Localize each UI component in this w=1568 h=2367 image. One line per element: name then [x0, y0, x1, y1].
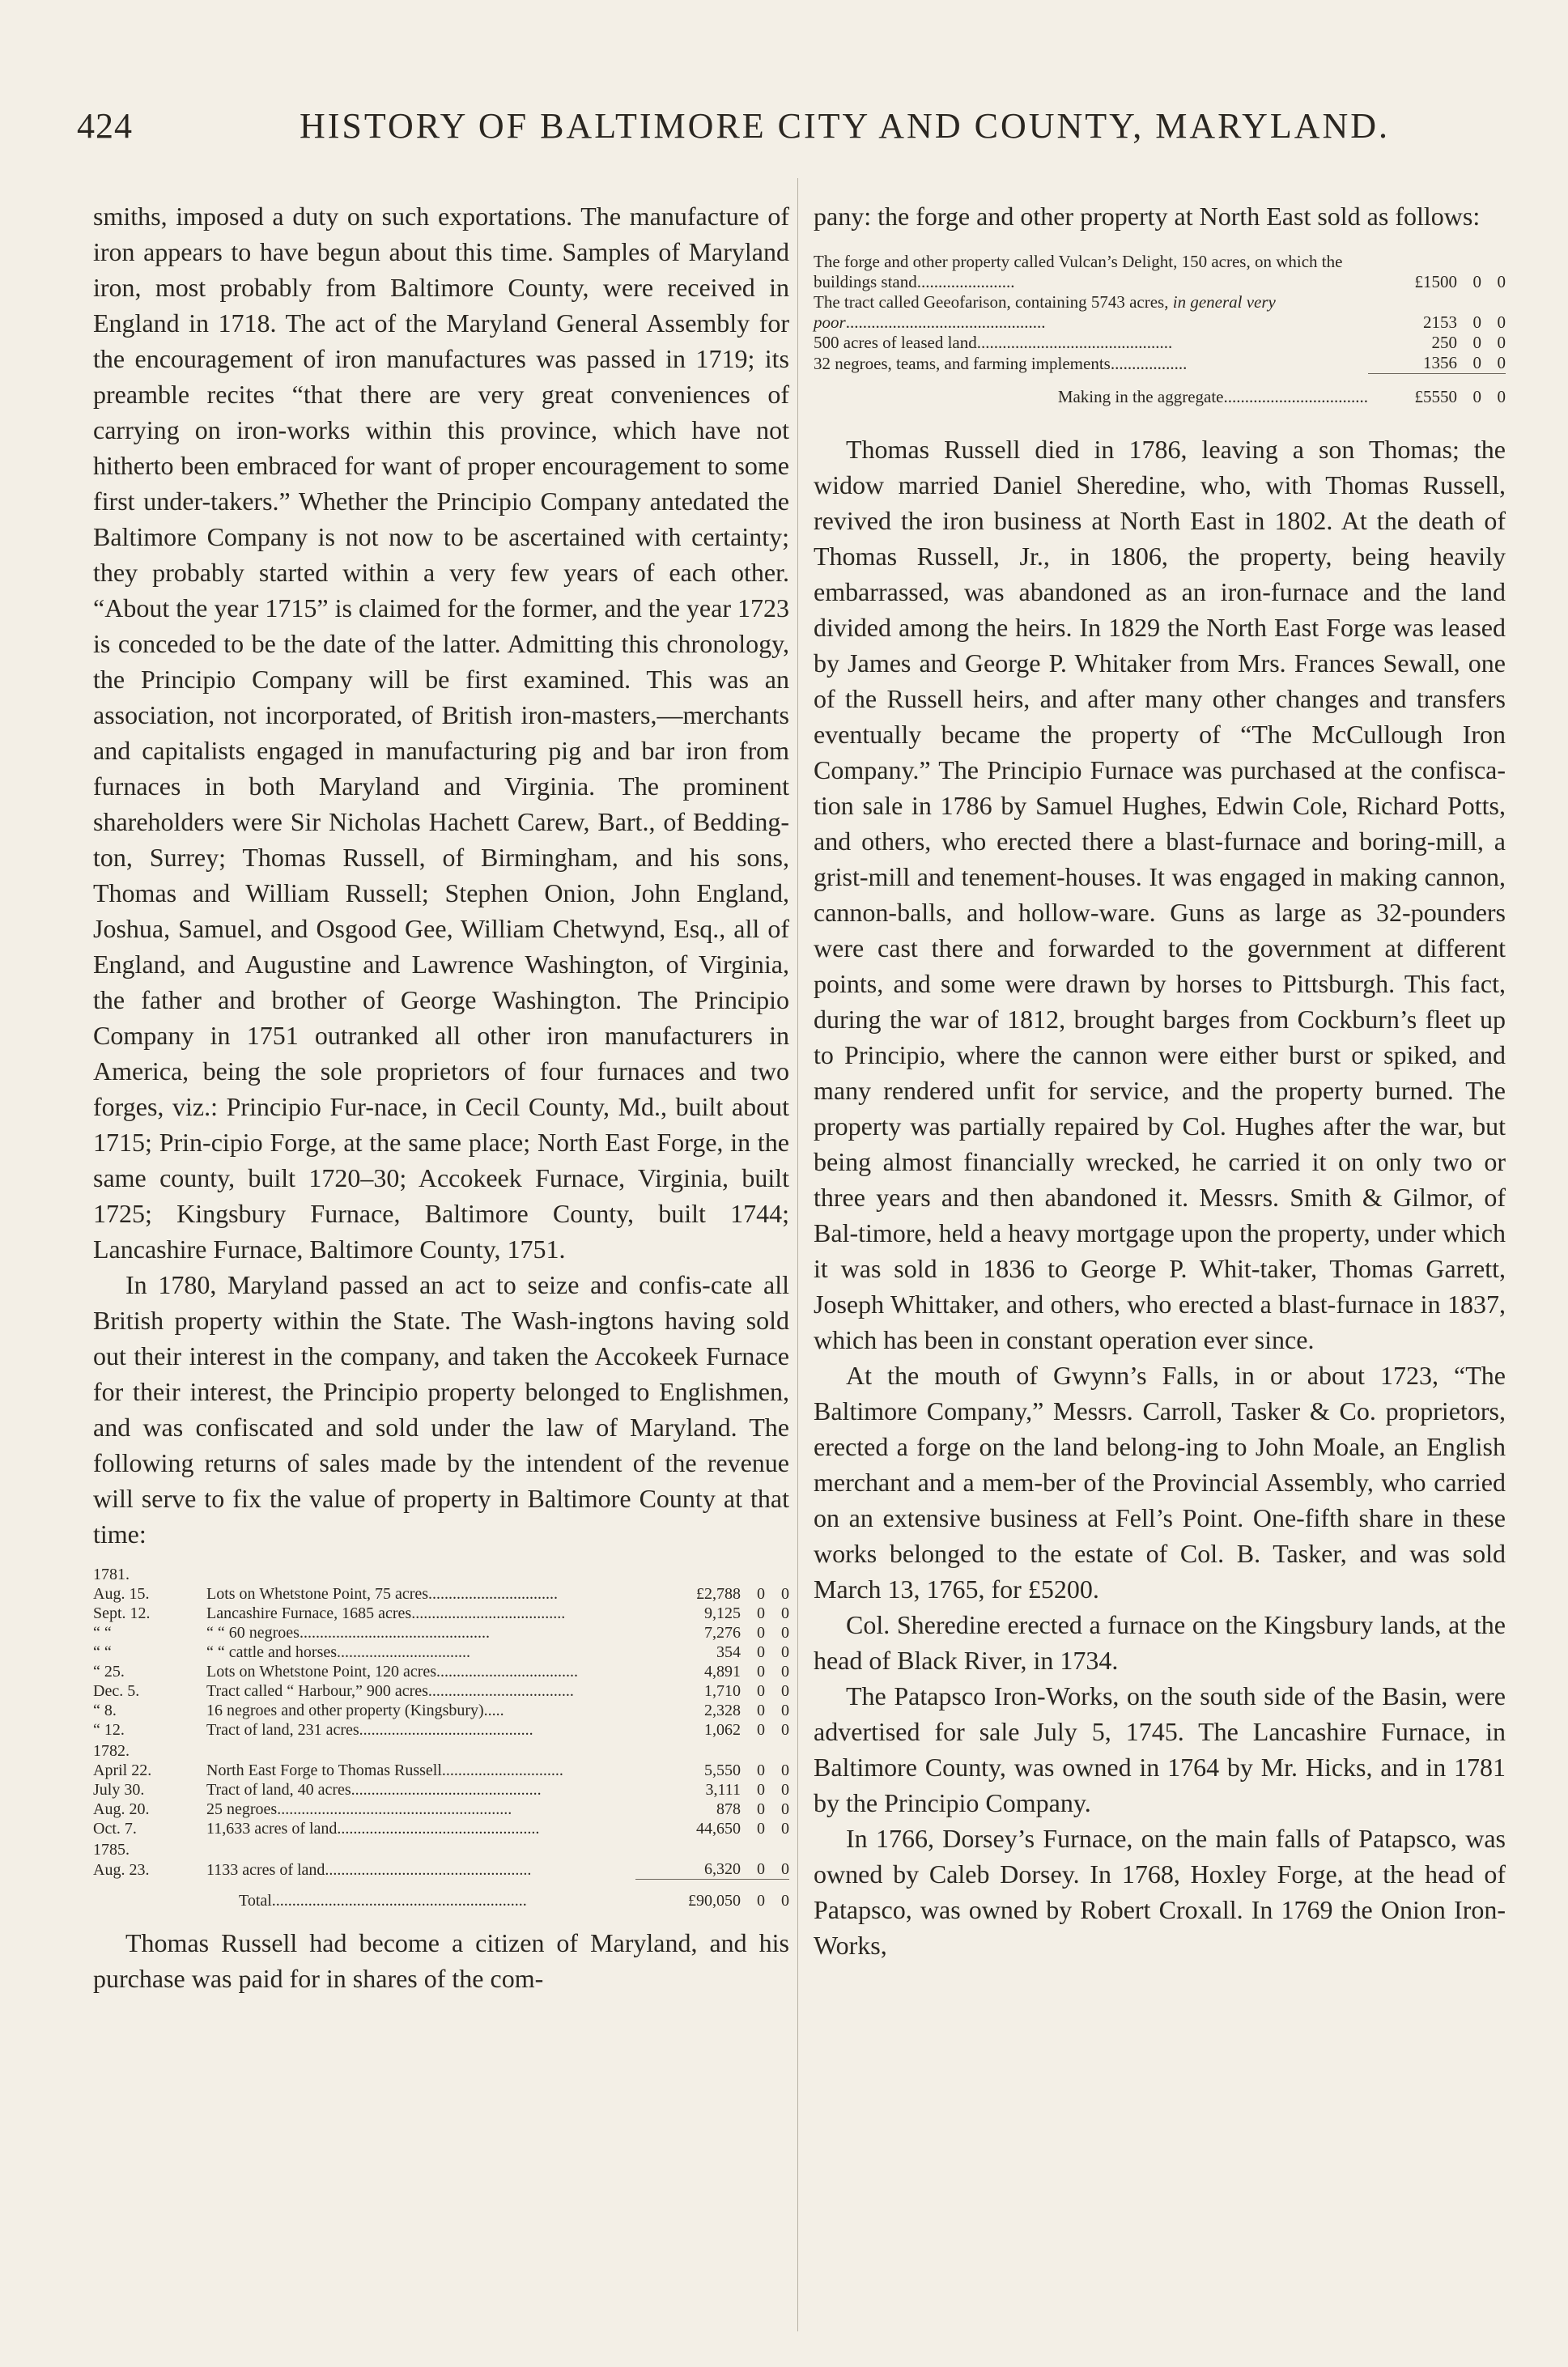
sales-row-amount: £2,788	[696, 1585, 741, 1603]
sales-row-pence: 0	[781, 1781, 789, 1799]
sales-row-pence: 0	[781, 1820, 789, 1838]
sales-row-desc: Lots on Whetstone Point, 120 acres...................................	[206, 1663, 579, 1681]
sales-row-date: April 22.	[93, 1761, 152, 1779]
sales-row-amount: 7,276	[704, 1624, 741, 1642]
sales-row-pence: 0	[781, 1663, 789, 1681]
forge-row-pence: 0	[1497, 353, 1506, 372]
forge-row-amount: 2153	[1423, 312, 1457, 332]
right-paragraph-5: The Patapsco Iron-Works, on the south side of the Basin, were advertised for sale July 5, 1745. The Lancashire Furnace, in Baltimore County, was owned in 1764 by Mr. Hicks, and in 1781 by the Principio Company.	[814, 1681, 1506, 1817]
right-column	[814, 198, 1506, 1963]
sales-row-desc: Tract of land, 231 acres...........................................	[206, 1721, 533, 1739]
sales-row-shillings: 0	[757, 1663, 765, 1681]
right-paragraph-6: In 1766, Dorsey’s Furnace, on the main falls of Patapsco, was owned by Caleb Dorsey. In 1768, Hoxley Forge, at the head of Patapsco, was owned by Robert Croxall. In 1769 the Onion Iron-Works,	[814, 1824, 1506, 1960]
sales-row-shillings: 0	[757, 1820, 765, 1838]
forge-aggregate-label: Making in the aggregate..................................	[1057, 387, 1368, 406]
sales-row-shillings: 0	[757, 1800, 765, 1818]
forge-aggregate-row	[814, 374, 1506, 408]
sales-row-pence: 0	[781, 1860, 789, 1878]
column-divider	[797, 178, 798, 2331]
left-paragraph-2: In 1780, Maryland passed an act to seize and confis-cate all British property within the State. The Wash-ingtons having sold out their interest in the company, and taken the Accokeek Furnace for their interest, the Principio property belonged to Englishmen, and was confiscated and sold under the law of Maryland. The following returns of sales made by the intendent of the revenue will serve to fix the value of property in Baltimore County at that time:	[93, 1270, 789, 1549]
sales-year-row	[93, 1838, 789, 1859]
sales-row-desc: Lots on Whetstone Point, 75 acres................................	[206, 1585, 559, 1603]
page-number: 424	[77, 106, 133, 146]
sales-row-pence: 0	[781, 1702, 789, 1719]
sales-row-shillings	[741, 1838, 765, 1859]
forge-row-desc-tail: ...............................................	[845, 312, 1046, 332]
forge-row	[814, 252, 1506, 292]
running-title: HISTORY OF BALTIMORE CITY AND COUNTY, MARYLAND.	[300, 106, 1391, 146]
sales-row-desc: 11,633 acres of land..................................................	[206, 1820, 540, 1838]
forge-row-amount: 1356	[1423, 353, 1457, 372]
sales-row-shillings	[741, 1563, 765, 1584]
sales-row-amount: 354	[716, 1643, 741, 1661]
sales-row-shillings: 0	[757, 1624, 765, 1642]
sales-row-desc: Tract called “ Harbour,” 900 acres....................................	[206, 1682, 574, 1700]
sales-row-shillings: 0	[757, 1721, 765, 1739]
forge-row-shillings: 0	[1472, 272, 1481, 291]
sales-row-shillings: 0	[757, 1585, 765, 1603]
sales-row	[93, 1800, 789, 1819]
sales-row-desc: 16 negroes and other property (Kingsbury).....	[206, 1702, 504, 1719]
sales-total-label: Total...............................................................	[239, 1892, 527, 1910]
sales-row-amount: 1,710	[704, 1682, 741, 1700]
sales-row-amount: 878	[716, 1800, 741, 1818]
sales-row-amount: 2,328	[704, 1702, 741, 1719]
sales-row	[93, 1701, 789, 1720]
sales-row-amount: 3,111	[705, 1781, 741, 1799]
forge-row-pence: 0	[1497, 312, 1506, 332]
sales-total-row	[93, 1880, 789, 1911]
sales-row	[93, 1819, 789, 1838]
sales-row-date: “ 25.	[93, 1663, 125, 1681]
forge-row	[814, 292, 1506, 333]
forge-aggregate-pence: 0	[1481, 374, 1506, 408]
sales-total-pence: 0	[765, 1880, 789, 1911]
forge-row-amount: 250	[1431, 333, 1457, 352]
right-paragraph-1: pany: the forge and other property at North East sold as follows:	[814, 202, 1481, 231]
sales-row-date: Dec. 5.	[93, 1682, 140, 1700]
forge-row	[814, 353, 1506, 374]
sales-row-shillings	[741, 1740, 765, 1761]
sales-row-date: Oct. 7.	[93, 1820, 137, 1838]
forge-aggregate-amount: £5550	[1368, 374, 1457, 408]
sales-row-amount	[635, 1740, 741, 1761]
right-paragraph-2: Thomas Russell died in 1786, leaving a son Thomas; the widow married Daniel Sheredine, who, with Thomas Russell, revived the iron business at North East in 1802. At the death of Thomas Russell, Jr., in 1806, the property, being heavily embarrassed, was abandoned as an iron-furnace and the land divided among the heirs. In 1829 the North East Forge was leased by James and George P. Whitaker from Mrs. Frances Sewall, one of the Russell heirs, and after many other changes and transfers eventually became the property of “The McCullough Iron Company.” The Principio Furnace was purchased at the confisca-tion sale in 1786 by Samuel Hughes, Edwin Cole, Richard Potts, and others, who erected there a blast-furnace and boring-mill, a grist-mill and tenement-houses. It was engaged in making cannon, cannon-balls, and hollow-ware. Guns as large as 32-pounders were cast there and forwarded to the government at different points, and some were drawn by horses to Pittsburgh. This fact, during the war of 1812, brought barges from Cockburn’s fleet up to Principio, where the cannon were either burst or spiked, and many rendered unfit for service, and the property burned. The property was partially repaired by Col. Hughes after the war, but being almost financially wrecked, he carried it on only two or three years and then abandoned it. Messrs. Smith & Gilmor, of Bal-timore, held a heavy mortgage upon the property, under which it was sold in 1836 to George P. Whit-taker, Thomas Garrett, Joseph Whittaker, and others, who erected a blast-furnace in 1837, which has been in constant operation ever since.	[814, 435, 1506, 1354]
sales-row-date: 1785.	[93, 1841, 130, 1859]
sales-row-desc: “ “ 60 negroes...............................................	[206, 1624, 490, 1642]
sales-row-amount: 6,320	[704, 1860, 741, 1878]
sales-row-date: Aug. 23.	[93, 1860, 150, 1879]
sales-row-pence: 0	[781, 1682, 789, 1700]
forge-aggregate-shillings: 0	[1457, 374, 1481, 408]
sales-row-pence: 0	[781, 1624, 789, 1642]
forge-row-desc	[814, 292, 1368, 333]
forge-row-shillings: 0	[1472, 333, 1481, 352]
left-paragraph-1: smiths, imposed a duty on such exportations. The manufacture of iron appears to have begun about this time. Samples of Maryland iron, most probably from Baltimore County, were received in England in 1718. The act of the Maryland General Assembly for the encouragement of iron manufactures was passed in 1719; its preamble recites “that there are very great conveniences of carrying on iron-works within this province, which have not hitherto been embraced for want of proper encouragement to some first under-takers.” Whether the Principio Company antedated the Baltimore Company is not now to be ascertained with certainty; they probably started within a very few years of each other. “About the year 1715” is claimed for the former, and the year 1723 is conceded to be the date of the latter. Admitting this chronology, the Principio Company will be first examined. This was an association, not incorporated, of British iron-masters,—merchants and capitalists engaged in manufacturing pig and bar iron from furnaces in both Maryland and Virginia. The prominent shareholders were Sir Nicholas Hachett Carew, Bart., of Bedding-ton, Surrey; Thomas Russell, of Birmingham, and his sons, Thomas and William Russell; Stephen Onion, John England, Joshua, Samuel, and Osgood Gee, William Chetwynd, Esq., all of England, and Augustine and Lawrence Washington, of Virginia, the father and brother of George Washington. The Principio Company in 1751 outranked all other iron manufacturers in America, being the sole proprietors of four furnaces and two forges, viz.: Principio Fur-nace, in Cecil County, Md., built about 1715; Prin-cipio Forge, at the same place; North East Forge, in the same county, built 1720–30; Accokeek Furnace, Virginia, built 1725; Kingsbury Furnace, Baltimore County, built 1744; Lancashire Furnace, Baltimore County, 1751.	[93, 202, 789, 1264]
sales-row-amount: 9,125	[704, 1604, 741, 1622]
sales-row-desc	[206, 1740, 635, 1761]
sales-row-pence: 0	[781, 1643, 789, 1661]
sales-row-shillings: 0	[757, 1643, 765, 1661]
sales-row-shillings: 0	[757, 1604, 765, 1622]
forge-row-desc: 32 negroes, teams, and farming implements..................	[814, 353, 1188, 373]
sales-row	[93, 1604, 789, 1623]
sales-row-pence: 0	[781, 1800, 789, 1818]
sales-row	[93, 1681, 789, 1701]
sales-row-amount	[635, 1838, 741, 1859]
sales-row-pence: 0	[781, 1604, 789, 1622]
sales-row-pence: 0	[781, 1761, 789, 1779]
sales-row-shillings: 0	[757, 1860, 765, 1878]
sales-row-date: 1782.	[93, 1742, 130, 1760]
sales-row-shillings: 0	[757, 1781, 765, 1799]
sales-row	[93, 1623, 789, 1642]
sales-row-desc: 25 negroes..........................................................	[206, 1800, 512, 1818]
sales-row-pence	[765, 1740, 789, 1761]
sales-row-amount: 4,891	[704, 1663, 741, 1681]
sales-row	[93, 1780, 789, 1800]
left-paragraph-3: Thomas Russell had become a citizen of Maryland, and his purchase was paid for in shares of the com-	[93, 1928, 789, 1993]
sales-row-date: “ 12.	[93, 1721, 125, 1739]
sales-row-pence: 0	[781, 1721, 789, 1739]
sales-row-shillings: 0	[757, 1682, 765, 1700]
sales-row-amount: 5,550	[704, 1761, 741, 1779]
sales-row-date: “ “	[93, 1643, 112, 1661]
sales-row	[93, 1761, 789, 1780]
forge-row-pence: 0	[1497, 272, 1506, 291]
forge-row-pence: 0	[1497, 333, 1506, 352]
sales-row-date: Sept. 12.	[93, 1604, 151, 1622]
left-column	[93, 198, 789, 1996]
forge-row-desc-italic: in general very poor	[814, 292, 1276, 332]
sales-row-date: “ “	[93, 1624, 112, 1642]
sales-row-date: 1781.	[93, 1566, 130, 1583]
sales-year-row	[93, 1563, 789, 1584]
sales-row-desc	[206, 1563, 635, 1584]
forge-row-amount: £1500	[1414, 272, 1457, 291]
sales-row	[93, 1720, 789, 1740]
sales-row	[93, 1859, 789, 1880]
sales-total-amount: £90,050	[635, 1880, 741, 1911]
sales-row-desc: 1133 acres of land...................................................	[206, 1860, 532, 1879]
sales-row	[93, 1662, 789, 1681]
sales-row	[93, 1584, 789, 1604]
forge-sale-table	[814, 252, 1506, 407]
sales-row	[93, 1642, 789, 1662]
sales-row-date: “ 8.	[93, 1702, 117, 1719]
sales-returns-table	[93, 1563, 789, 1910]
forge-row-shillings: 0	[1472, 312, 1481, 332]
sales-row-amount: 1,062	[704, 1721, 741, 1739]
right-paragraph-4: Col. Sheredine erected a furnace on the Kingsbury lands, at the head of Black River, in 1734.	[814, 1610, 1506, 1675]
forge-row-desc: The forge and other property called Vulcan’s Delight, 150 acres, on which the buildings stand.......................	[814, 252, 1343, 291]
sales-row-desc: “ “ cattle and horses.................................	[206, 1643, 471, 1661]
page-header	[77, 105, 1518, 154]
sales-row-date: July 30.	[93, 1781, 145, 1799]
sales-row-shillings: 0	[757, 1761, 765, 1779]
forge-row	[814, 333, 1506, 353]
sales-total-shillings: 0	[741, 1880, 765, 1911]
sales-row-shillings: 0	[757, 1702, 765, 1719]
sales-row-pence	[765, 1563, 789, 1584]
sales-row-date: Aug. 15.	[93, 1585, 150, 1603]
sales-row-pence: 0	[781, 1585, 789, 1603]
sales-year-row	[93, 1740, 789, 1761]
right-paragraph-3: At the mouth of Gwynn’s Falls, in or about 1723, “The Baltimore Company,” Messrs. Carroll, Tasker & Co. proprietors, erected a forge on the land belong-ing to John Moale, an English merchant and a mem-ber of the Provincial Assembly, who carried on an extensive business at Fell’s Point. One-fifth share in these works belonged to the estate of Col. B. Tasker, and was sold March 13, 1765, for £5200.	[814, 1361, 1506, 1604]
forge-row-desc-plain: The tract called Geeofarison, containing 5743 acres,	[814, 292, 1173, 312]
sales-row-amount	[635, 1563, 741, 1584]
sales-row-pence	[765, 1838, 789, 1859]
sales-row-desc: North East Forge to Thomas Russell..............................	[206, 1761, 563, 1779]
sales-row-date: Aug. 20.	[93, 1800, 150, 1818]
forge-row-shillings: 0	[1472, 353, 1481, 372]
forge-row-desc: 500 acres of leased land..............................................	[814, 333, 1173, 352]
sales-row-desc: Tract of land, 40 acres...............................................	[206, 1781, 542, 1799]
sales-row-desc: Lancashire Furnace, 1685 acres......................................	[206, 1604, 566, 1622]
sales-row-desc	[206, 1838, 635, 1859]
sales-row-amount: 44,650	[696, 1820, 741, 1838]
